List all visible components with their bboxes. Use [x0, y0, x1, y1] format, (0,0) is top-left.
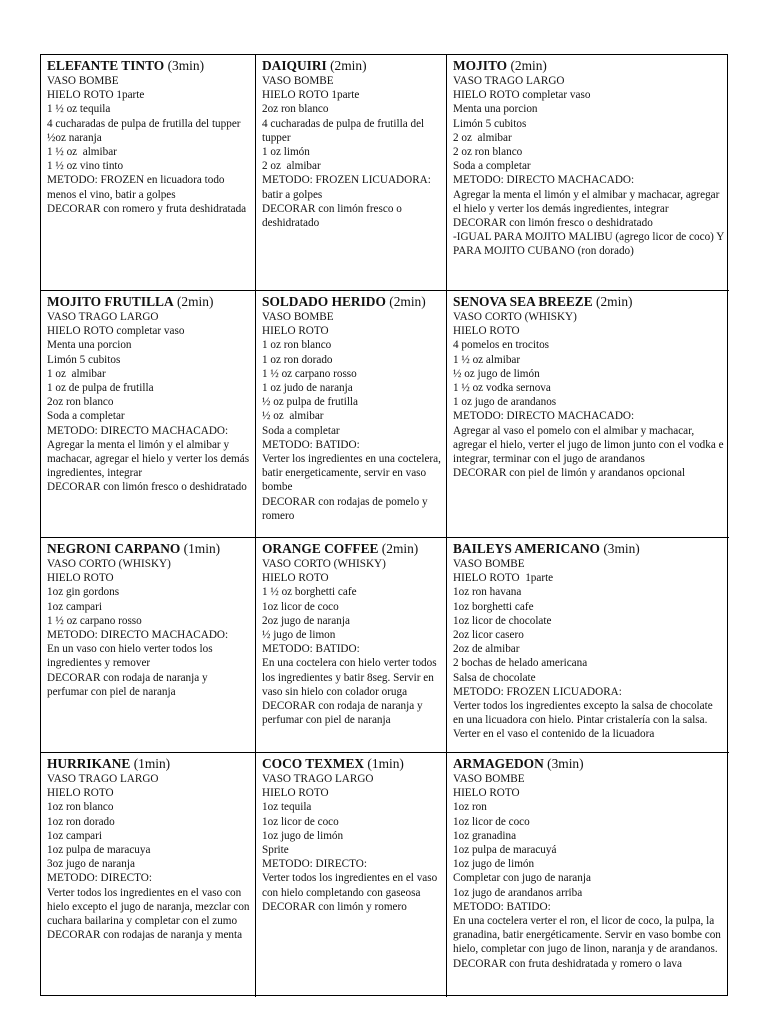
recipe-title: [262, 294, 442, 310]
recipe-line: 2 oz almibar: [453, 131, 512, 144]
recipe-line: 1 oz jugo de arandanos: [453, 396, 557, 409]
recipe-line: 1oz borghetti cafe: [453, 600, 534, 613]
recipe-line: En una coctelera con hielo verter todos los ingredientes y batir 8seg. Servir en vaso sin hielo con colador oruga: [262, 657, 440, 698]
recipe-title: [453, 756, 725, 772]
recipe-line: DECORAR con limón fresco o deshidratado: [453, 217, 653, 230]
recipe-name: ELEFANTE TINTO: [47, 58, 165, 73]
recipe-line: HIELO ROTO: [47, 787, 114, 800]
recipe-time: (1min): [133, 756, 171, 771]
recipe-time: (1min): [183, 541, 221, 556]
recipe-line: HIELO ROTO: [453, 787, 520, 800]
recipe-line: VASO TRAGO LARGO: [47, 311, 159, 323]
recipe-line: VASO BOMBE: [453, 558, 525, 570]
recipe-time: (3min): [603, 541, 640, 556]
recipe-line: METODO: DIRECTO MACHACADO:: [47, 629, 229, 642]
recipe-time: (2min): [596, 294, 633, 309]
recipe-line: HIELO ROTO 1parte: [262, 89, 360, 102]
recipe-line: VASO BOMBE: [47, 75, 119, 87]
recipe-time: (1min): [367, 756, 404, 771]
recipe-title: [262, 541, 442, 557]
recipe-line: METODO: FROZEN LICUADORA:: [262, 174, 431, 187]
recipe-title: [47, 58, 251, 74]
recipe-line: HIELO ROTO: [262, 325, 329, 338]
recipe-line: Verter todos los ingredientes en el vaso con hielo completando con gaseosa: [262, 872, 441, 899]
recipe-name: DAIQUIRI: [262, 58, 327, 73]
recipe-line: Salsa de chocolate: [453, 671, 536, 684]
recipe-name: ARMAGEDON: [453, 756, 544, 771]
recipe-line: METODO: BATIDO:: [453, 900, 551, 913]
recipe-line: VASO BOMBE: [262, 311, 334, 323]
recipe-line: Soda a completar: [47, 410, 125, 423]
recipe-line: VASO BOMBE: [453, 773, 525, 785]
recipe-line: DECORAR con limón y romero: [262, 900, 407, 913]
recipe-line: 1 ½ oz almibar: [47, 146, 117, 159]
recipe-title: [453, 294, 725, 310]
recipe-line: DECORAR con piel de limón y arandanos opcional: [453, 467, 686, 480]
recipe-line: Completar con jugo de naranja: [453, 872, 591, 885]
recipe-line: Agregar la menta el limón y el almibar y machacar, agregar el hielo y verter los demás ingredientes, integrar: [47, 438, 252, 480]
recipe-line: VASO CORTO (WHISKY): [262, 558, 386, 570]
recipe-line: VASO BOMBE: [262, 75, 334, 87]
recipe-time: (2min): [389, 294, 426, 309]
recipe-line: VASO TRAGO LARGO: [47, 773, 159, 785]
recipe-line: DECORAR con romero y fruta deshidratada: [47, 202, 247, 215]
recipe-line: Soda a completar: [453, 160, 531, 173]
recipe-line: HIELO ROTO: [262, 787, 329, 800]
recipe-line: Menta una porcion: [47, 339, 132, 352]
recipe-line: Verter todos los ingredientes en el vaso con hielo excepto el jugo de naranja, mezclar con cuchara bailarina y completar con el zumo: [47, 886, 253, 928]
recipe-line: Soda a completar: [262, 424, 340, 437]
recipe-time: (3min): [547, 756, 584, 771]
recipe-line: HIELO ROTO completar vaso: [47, 325, 185, 338]
recipe-line: HIELO ROTO 1parte: [47, 89, 145, 102]
recipe-line: Limón 5 cubitos: [453, 117, 527, 130]
recipe-line: Verter todos los ingredientes excepto la salsa de chocolate en una licuadora con hielo. Pintar cristalería con la salsa. Verter en el vaso el contenido de la licuadora: [453, 700, 716, 741]
recipe-name: SOLDADO HERIDO: [262, 294, 386, 309]
recipe-line: 2oz ron blanco: [47, 396, 114, 409]
recipe-cell: [447, 538, 729, 753]
recipe-line: Menta una porcion: [453, 103, 538, 116]
recipe-line: 1oz gin gordons: [47, 586, 120, 599]
recipe-line: DECORAR con limón fresco o deshidratado: [262, 202, 405, 230]
recipe-line: Limón 5 cubitos: [47, 353, 121, 366]
recipe-line: 1oz campari: [47, 829, 102, 842]
recipe-time: (2min): [330, 58, 367, 73]
recipe-line: DECORAR con limón fresco o deshidratado: [47, 481, 247, 494]
recipe-title: [453, 58, 725, 74]
recipe-time: (3min): [167, 58, 205, 73]
recipe-line: Verter los ingredientes en una coctelera, batir energeticamente, servir en vaso bombe: [262, 453, 444, 494]
recipe-name: HURRIKANE: [47, 756, 131, 771]
recipe-line: Agregar la menta el limón y el almibar y machacar, agregar el hielo y verter los demás ingredientes, integrar: [453, 188, 723, 215]
recipe-line: METODO: BATIDO:: [262, 438, 360, 451]
recipe-line: ½ oz jugo de limón: [453, 367, 540, 380]
recipe-title: [262, 756, 442, 772]
recipe-line: 1 oz ron blanco: [262, 339, 332, 352]
recipe-line: 1oz licor de coco: [262, 815, 339, 828]
recipe-line: 1 ½ oz carpano rosso: [262, 367, 357, 380]
recipe-line: ½ oz pulpa de frutilla: [262, 396, 358, 409]
recipe-line: VASO TRAGO LARGO: [262, 773, 374, 785]
recipe-line: HIELO ROTO: [47, 572, 114, 585]
recipe-line: Agregar al vaso el pomelo con el almibar y machacar, agregar el hielo, verter el jugo de limon junto con el vodka e integrar, terminar con el jugo de arandanos: [453, 424, 727, 466]
recipe-line: En una coctelera verter el ron, el licor de coco, la pulpa, la granadina, batir energéticamente. Servir en vaso bombe con hielo, completar con jugo de linon, naranja y de arandanos.: [453, 915, 724, 956]
recipe-line: DECORAR con rodaja de naranja y perfumar con piel de naranja: [47, 671, 211, 698]
recipe-cell: [256, 291, 447, 538]
recipe-line: 2oz de almibar: [453, 643, 520, 656]
recipe-line: 1oz pulpa de maracuyá: [453, 844, 557, 857]
recipe-line: 1oz granadina: [453, 829, 517, 842]
recipe-line: 1 ½ oz carpano rosso: [47, 614, 142, 627]
recipe-cell: [447, 55, 729, 291]
recipe-name: COCO TEXMEX: [262, 756, 365, 771]
recipe-time: (2min): [176, 294, 214, 309]
recipe-line: METODO: BATIDO:: [262, 643, 360, 656]
recipe-line: 4 cucharadas de pulpa de frutilla del tupper: [262, 117, 427, 144]
recipe-line: METODO: DIRECTO MACHACADO:: [453, 174, 635, 187]
recipe-line: -IGUAL PARA MOJITO MALIBU (agrego licor de coco) Y PARA MOJITO CUBANO (ron dorado): [453, 231, 727, 258]
recipe-line: 1 ½ oz vodka sernova: [453, 382, 551, 395]
recipe-line: DECORAR con rodaja de naranja y perfumar con piel de naranja: [262, 700, 426, 727]
recipe-line: 2 oz ron blanco: [453, 146, 523, 159]
recipe-line: 2 bochas de helado americana: [453, 657, 588, 670]
recipe-line: 4 cucharadas de pulpa de frutilla del tupper: [47, 117, 241, 130]
recipe-line: VASO CORTO (WHISKY): [453, 311, 577, 323]
recipe-line: HIELO ROTO: [262, 572, 329, 585]
recipe-cell: [447, 753, 729, 997]
recipe-line: 1 ½ oz tequila: [47, 103, 111, 116]
recipe-line: 4 pomelos en trocitos: [453, 339, 550, 352]
recipe-cell: [41, 753, 256, 997]
recipe-line: ½oz naranja: [47, 131, 102, 144]
recipe-line: 1oz ron havana: [453, 586, 522, 599]
recipe-name: ORANGE COFFEE: [262, 541, 379, 556]
recipe-name: MOJITO FRUTILLA: [47, 294, 174, 309]
recipe-cell: [256, 538, 447, 753]
recipe-line: 2 oz almibar: [262, 160, 321, 173]
recipe-line: 1oz licor de coco: [453, 815, 530, 828]
recipe-title: [47, 294, 251, 310]
recipe-line: 1oz jugo de limón: [453, 858, 535, 871]
recipe-line: 1oz tequila: [262, 801, 312, 814]
recipe-line: batir a golpes: [262, 188, 323, 201]
recipe-line: 1 oz limón: [262, 146, 310, 159]
recipe-line: 1 oz ron dorado: [262, 353, 333, 366]
recipe-line: 1oz licor de coco: [262, 600, 339, 613]
recipe-line: En un vaso con hielo verter todos los ingredientes y remover: [47, 643, 216, 670]
recipe-line: ½ oz almibar: [262, 410, 324, 423]
recipe-cell: [41, 291, 256, 538]
recipe-line: 1 ½ oz vino tinto: [47, 160, 124, 173]
recipe-title: [47, 756, 251, 772]
recipe-time: (2min): [510, 58, 547, 73]
recipe-cell: [41, 538, 256, 753]
recipe-line: 1oz pulpa de maracuya: [47, 844, 151, 857]
recipe-line: 1 oz almibar: [47, 367, 106, 380]
recipe-line: VASO CORTO (WHISKY): [47, 558, 171, 570]
recipe-title: [262, 58, 442, 74]
recipe-name: NEGRONI CARPANO: [47, 541, 181, 556]
recipe-line: 1oz jugo de arandanos arriba: [453, 886, 583, 899]
recipe-time: (2min): [381, 541, 419, 556]
recipe-line: 1oz ron dorado: [47, 815, 115, 828]
recipe-line: HIELO ROTO: [453, 325, 520, 338]
recipe-name: SENOVA SEA BREEZE: [453, 294, 593, 309]
recipe-line: 1oz ron: [453, 801, 487, 814]
recipe-cell: [447, 291, 729, 538]
recipe-title: [453, 541, 725, 557]
recipe-line: METODO: DIRECTO:: [262, 858, 367, 871]
recipe-line: METODO: FROZEN en licuadora todo menos el vino, batir a golpes: [47, 174, 228, 201]
recipe-line: 1 oz de pulpa de frutilla: [47, 382, 154, 395]
recipe-line: METODO: DIRECTO MACHACADO:: [47, 424, 229, 437]
recipe-line: 1 ½ oz borghetti cafe: [262, 586, 357, 599]
recipe-line: DECORAR con rodajas de pomelo y romero: [262, 495, 431, 522]
recipe-line: 1oz ron blanco: [47, 801, 114, 814]
recipe-line: METODO: DIRECTO MACHACADO:: [453, 410, 635, 423]
recipe-line: 2oz ron blanco: [262, 103, 329, 116]
recipe-line: HIELO ROTO completar vaso: [453, 89, 591, 102]
recipe-line: Sprite: [262, 844, 289, 857]
recipe-line: DECORAR con fruta deshidratada y romero o lava: [453, 957, 682, 970]
recipe-line: DECORAR con rodajas de naranja y menta: [47, 929, 243, 942]
recipe-line: 2oz licor casero: [453, 629, 524, 642]
recipe-line: HIELO ROTO 1parte: [453, 572, 554, 585]
recipe-line: METODO: DIRECTO:: [47, 872, 152, 885]
recipe-name: MOJITO: [453, 58, 508, 73]
recipe-line: 3oz jugo de naranja: [47, 858, 135, 871]
recipe-title: [47, 541, 251, 557]
recipe-table: [40, 54, 728, 996]
recipe-cell: [256, 55, 447, 291]
recipe-line: METODO: FROZEN LICUADORA:: [453, 685, 622, 698]
recipe-cell: [41, 55, 256, 291]
recipe-line: 1 ½ oz almibar: [453, 353, 521, 366]
recipe-line: 1oz licor de chocolate: [453, 614, 552, 627]
recipe-cell: [256, 753, 447, 997]
recipe-line: ½ jugo de limon: [262, 629, 336, 642]
recipe-line: 1oz jugo de limón: [262, 829, 344, 842]
recipe-line: VASO TRAGO LARGO: [453, 75, 565, 87]
recipe-line: 2oz jugo de naranja: [262, 614, 350, 627]
recipe-name: BAILEYS AMERICANO: [453, 541, 600, 556]
recipe-line: 1oz campari: [47, 600, 102, 613]
recipe-line: 1 oz judo de naranja: [262, 382, 353, 395]
